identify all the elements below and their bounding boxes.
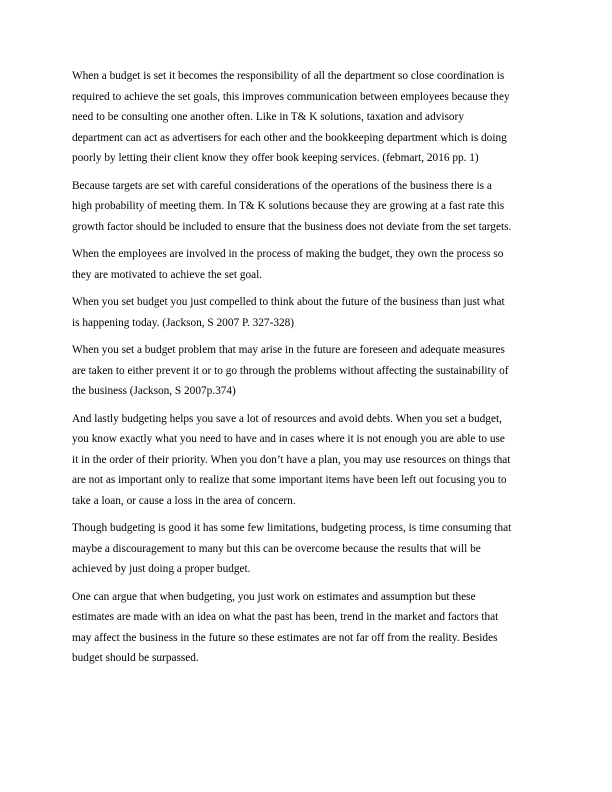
- paragraph: When you set budget you just compelled to think about the future of the business than just what is happening today. (Jackson, S 2007 P. 327-328): [72, 296, 505, 329]
- document-body: [72, 66, 548, 676]
- paragraph: Because targets are set with careful considerations of the operations of the business there is a high probability of meeting them. In T& K solutions because they are growing at a fast rate this growth factor should be included to ensure that the business does not deviate from the set targets.: [72, 179, 512, 233]
- paragraph: When the employees are involved in the process of making the budget, they own the process so they are motivated to achieve the set goal.: [72, 248, 504, 281]
- paragraph: When you set a budget problem that may arise in the future are foreseen and adequate measures are taken to either prevent it or to go through the problems without affecting the sustainability of the business (Jackson, S 2007p.374): [72, 344, 509, 397]
- paragraph: Though budgeting is good it has some few limitations, budgeting process, is time consuming that maybe a discouragement to many but this can be overcome because the results that will be achieved by just doing a proper budget.: [72, 522, 512, 575]
- paragraph: And lastly budgeting helps you save a lot of resources and avoid debts. When you set a budget, you know exactly what you need to have and in cases where it is not enough you are able to use it in the order of their priority. When you don’t have a plan, you may use resources on things that are not as important only to realize that some important items have been left out focusing you to take a loan, or cause a loss in the area of concern.: [72, 412, 511, 507]
- paragraph: When a budget is set it becomes the responsibility of all the department so close coordination is required to achieve the set goals, this improves communication between employees because they need to be consulting one another often. Like in T& K solutions, taxation and advisory department can act as advertisers for each other and the bookkeeping department which is doing poorly by letting their client know they offer book keeping services. (febmart, 2016 pp. 1): [72, 70, 510, 164]
- paragraph: One can argue that when budgeting, you just work on estimates and assumption but these estimates are made with an idea on what the past has been, trend in the market and factors that may affect the business in the future so these estimates are not far off from the reality. Besides budget should be surpassed.: [72, 590, 499, 664]
